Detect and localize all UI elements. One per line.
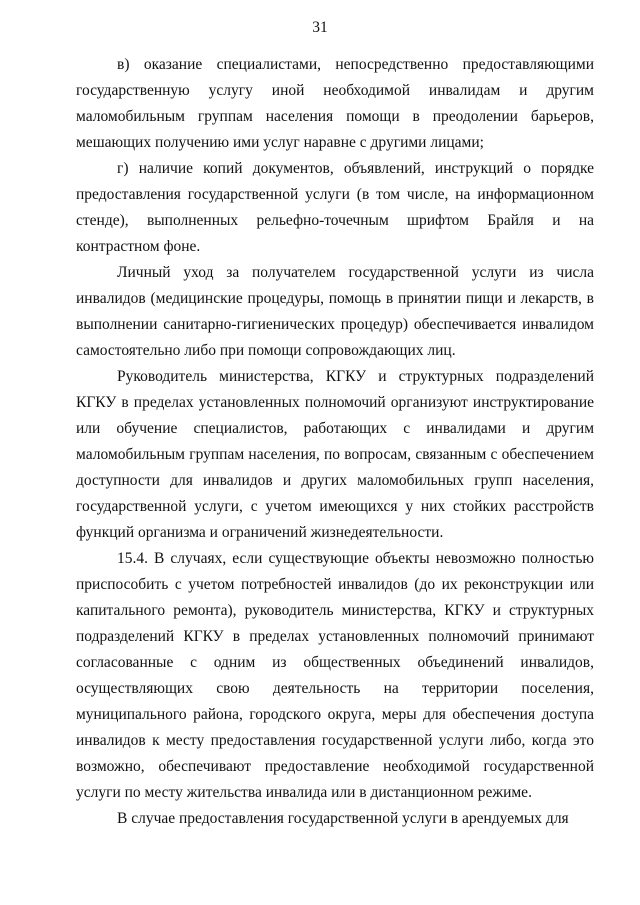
paragraph-section-15-4: 15.4. В случаях, если существующие объекты невозможно полностью приспособить с учетом потребностей инвалидов (до их реконструкции или капитального ремонта), руководитель министерства, КГКУ и структурных подразделений КГКУ в пределах установленных полномочий принимают согласованные с одним из общественных объединений инвалидов, осуществляющих свою деятельность на территории поселения, муниципального района, городского округа, меры для обеспечения доступа инвалидов к месту предоставления государственной услуги либо, когда это возможно, обеспечивают предоставление необходимой государственной услуги по месту жительства инвалида или в дистанционном режиме. bbox=[76, 550, 594, 801]
paragraph-staff-training: Руководитель министерства, КГКУ и структурных подразделений КГКУ в пределах установленных полномочий организуют инструктирование или обучение специалистов, работающих с инвалидами и другим маломобильным группам населения, по вопросам, связанным с обеспечением доступности для инвалидов и других маломобильных групп населения, государственной услуги, с учетом имеющихся у них стойких расстройств функций организма и ограничений жизнедеятельности. bbox=[76, 368, 594, 541]
paragraph-item-g: г) наличие копий документов, объявлений, инструкций о порядке предоставления государственной услуги (в том числе, на информационном стенде), выполненных рельефно-точечным шрифтом Брайля и на контрастном фоне. bbox=[76, 160, 594, 255]
document-body bbox=[76, 52, 594, 832]
paragraph-personal-care: Личный уход за получателем государственной услуги из числа инвалидов (медицинские процедуры, помощь в принятии пищи и лекарств, в выполнении санитарно-гигиенических процедур) обеспечивается инвалидом самостоятельно либо при помощи сопровождающих лиц. bbox=[76, 264, 594, 359]
paragraph-rented-premises: В случае предоставления государственной услуги в арендуемых для bbox=[117, 810, 569, 827]
page-number: 31 bbox=[312, 19, 328, 36]
paragraph-item-v: в) оказание специалистами, непосредственно предоставляющими государственную услугу иной необходимой инвалидам и другим маломобильным группам населения помощи в преодолении барьеров, мешающих получению ими услуг наравне с другими лицами; bbox=[76, 56, 594, 151]
